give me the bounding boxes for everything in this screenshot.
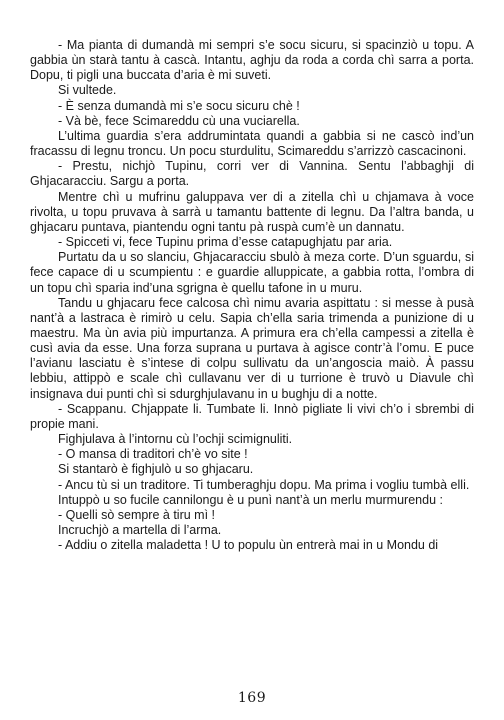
paragraph: Mentre chì u mufrinu galuppava ver di a zitella chì u chjamava à voce rivolta, u topu pruvava à sarrà u tamantu battente di legnu. Da l’altra banda, u ghjacaru puntava, piantendu ogni tantu pà ruspà cum’è un dannatu.: [30, 189, 474, 234]
paragraph: - Ma pianta di dumandà mi sempri s’e socu sicuru, si spacinziò u topu. A gabbia ùn starà tantu à cascà. Intantu, aghju da roda a corda chì sarra a porta. Dopu, ti pigli una buccata d’aria è mi suveti.: [30, 38, 474, 83]
paragraph: - Và bè, fece Scimareddu cù una vuciarella.: [58, 113, 300, 128]
paragraph: L’ultima guardia s’era addrumintata quandi a gabbia si ne cascò ind’un fracassu di legnu troncu. Un pocu sturdulitu, Scimareddu s’arrizzò cascacinoni.: [30, 128, 474, 159]
page-body: [30, 38, 474, 553]
paragraph: Si stantarò è fighjulò u so ghjacaru.: [58, 462, 254, 477]
paragraph: Incruchjò a martella di l’arma.: [58, 523, 222, 537]
paragraph: - Quelli sò sempre à tiru mì !: [58, 507, 215, 522]
paragraph: Fighjulava à l’intornu cù l’ochji scimignuliti.: [58, 432, 293, 447]
paragraph: Purtatu da u so slanciu, Ghjacaracciu sbulò à meza corte. D’un sguardu, si fece capace di u scumpientu : e guardie alluppicate, a gabbia rotta, l’ombra di un topu chì sparia ind’una sgrigna è quellu tafone in u muru.: [30, 250, 474, 295]
page-number: 169: [237, 690, 267, 706]
paragraph: - O mansa di traditori ch’è vo site !: [58, 447, 248, 462]
paragraph: - Prestu, nichjò Tupinu, corri ver di Vannina. Sentu l’abbaghji di Ghjacaracciu. Sargu a porta.: [30, 159, 474, 189]
paragraph: Intuppò u so fucile cannilongu è u punì nant’à un merlu murmurendu :: [58, 492, 443, 507]
paragraph: - Addiu o zitella maladetta ! U to populu ùn entrerà mai in u Mondu di: [58, 538, 439, 553]
body-text: [30, 38, 474, 553]
paragraph: - Spicceti vi, fece Tupinu prima d’esse catapughjatu par aria.: [58, 235, 393, 250]
paragraph: - È senza dumandà mi s’e socu sicuru chè !: [58, 98, 300, 113]
paragraph: - Scappanu. Chjappate li. Tumbate li. Innò pigliate li vivi ch’o i sbrembi di propie mani.: [30, 401, 474, 431]
paragraph: Tandu u ghjacaru fece calcosa chì nimu avaria aspittatu : si messe à pusà nant’à a lastraca è rimirò u celu. Sapia ch’ella saria trimenda a punizione di u maestru. Ma ùn avia più impurtanza. A primura era ch’ella campessi a zitella è cusì avia da esse. Una forza suprana u purtava à agisce contr’à l’omu. E puce l’avianu lasciatu è s’intese di colpu sullivatu da un’angoscia maiò. À passu lebbiu, attippò e scale chì cullavanu ver di u turrione è truvò u Diavule chì insignava dui punti chì si sdurghjulavanu in u bughju di a notte.: [30, 295, 474, 401]
paragraph: Si vultede.: [58, 83, 117, 98]
paragraph: - Ancu tù si un traditore. Ti tumberaghju dopu. Ma prima i vogliu tumbà elli.: [58, 477, 470, 492]
